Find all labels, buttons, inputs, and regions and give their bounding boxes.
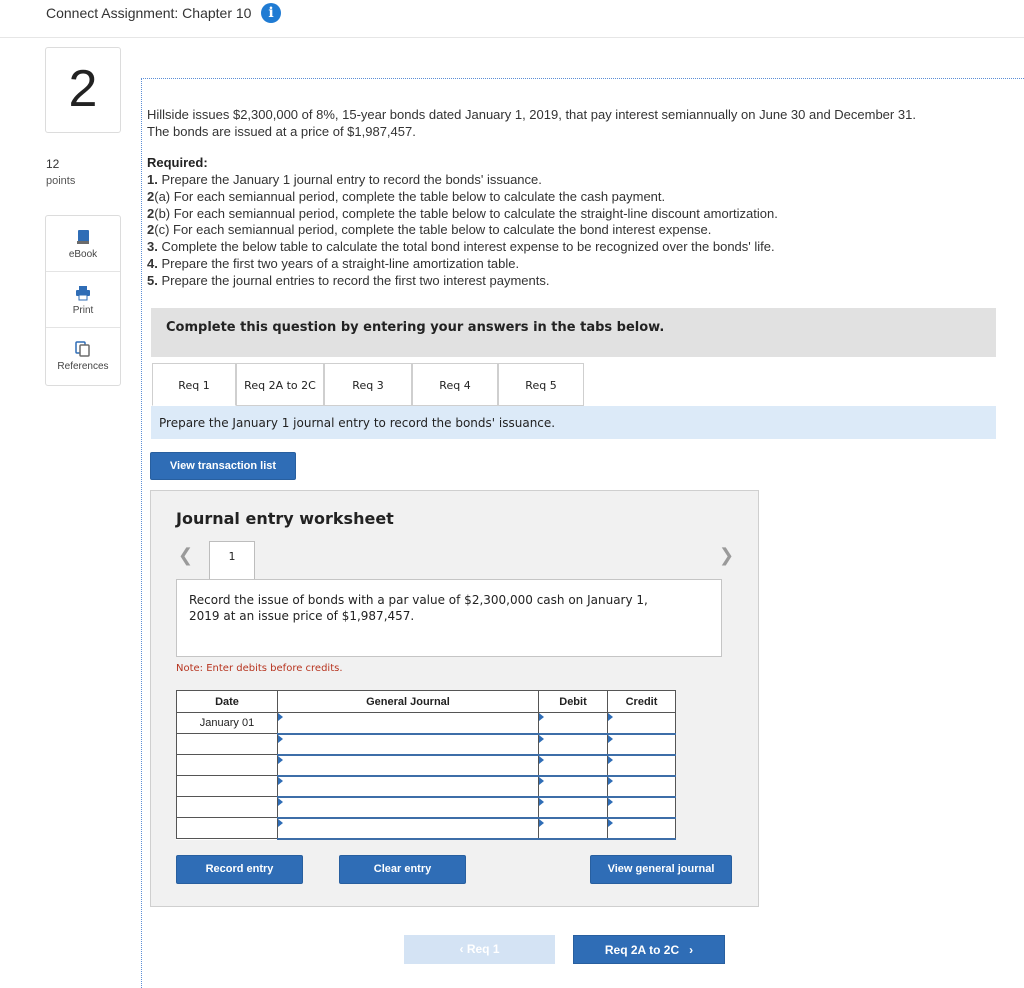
- table-row: [177, 755, 676, 776]
- next-requirement-label: Req 2A to 2C: [604, 943, 680, 957]
- caret-icon: [608, 713, 613, 721]
- clear-entry-button[interactable]: Clear entry: [339, 855, 466, 884]
- chevron-left-icon: ‹: [459, 942, 464, 956]
- account-select[interactable]: [278, 755, 539, 776]
- table-row: [177, 734, 676, 755]
- requirement-item: [147, 239, 1007, 256]
- record-entry-button[interactable]: Record entry: [176, 855, 303, 884]
- requirement-text: (c) For each semiannual period, complete the table below to calculate the bond interest expense.: [154, 222, 712, 238]
- account-select[interactable]: [278, 776, 539, 797]
- ebook-label: eBook: [68, 249, 98, 260]
- entry-tab-1[interactable]: 1: [209, 541, 255, 580]
- chevron-right-icon[interactable]: ❯: [719, 545, 735, 565]
- tab-req-4[interactable]: Req 4: [412, 363, 498, 406]
- table-row: [177, 818, 676, 839]
- print-label: Print: [72, 305, 94, 316]
- debit-input[interactable]: [539, 713, 608, 734]
- column-general-journal: General Journal: [278, 691, 539, 713]
- tab-req-5[interactable]: Req 5: [498, 363, 584, 406]
- caret-icon: [608, 756, 613, 764]
- date-cell: [177, 734, 278, 755]
- requirement-item: [147, 256, 1007, 273]
- requirement-number: 2: [147, 188, 155, 204]
- chevron-right-icon: ›: [682, 943, 694, 957]
- info-icon[interactable]: i: [261, 3, 281, 23]
- intro-line-2: The bonds are issued at a price of $1,987,457.: [147, 124, 416, 139]
- caret-icon: [608, 735, 613, 743]
- debit-input[interactable]: [539, 734, 608, 755]
- requirement-text: (a) For each semiannual period, complete the table below to calculate the cash payment.: [154, 188, 666, 204]
- caret-icon: [539, 713, 544, 721]
- caret-icon: [278, 756, 283, 764]
- requirement-item: [147, 222, 1007, 239]
- table-header-row: [177, 691, 676, 713]
- next-requirement-button[interactable]: [573, 935, 725, 964]
- debits-note: Note: Enter debits before credits.: [176, 663, 343, 674]
- requirement-item: [147, 189, 1007, 206]
- book-icon: [75, 229, 91, 245]
- problem-intro: [147, 106, 1007, 140]
- requirement-number: 2: [147, 222, 155, 238]
- requirement-number: 5.: [147, 272, 158, 288]
- instruction-text: Complete this question by entering your answers in the tabs below.: [166, 320, 665, 335]
- copy-icon: [75, 341, 91, 357]
- requirement-number: 4.: [147, 255, 158, 271]
- requirement-number: 2: [147, 205, 155, 221]
- requirement-item: [147, 172, 1007, 189]
- table-row: [177, 776, 676, 797]
- intro-line-1: Hillside issues $2,300,000 of 8%, 15-year bonds dated January 1, 2019, that pay interest semiannually on June 30 and December 31.: [147, 107, 916, 122]
- credit-input[interactable]: [608, 734, 676, 755]
- credit-input[interactable]: [608, 776, 676, 797]
- ebook-button[interactable]: [46, 216, 120, 272]
- tab-req-3[interactable]: Req 3: [324, 363, 412, 406]
- caret-icon: [278, 798, 283, 806]
- points-value: 12: [46, 157, 60, 171]
- date-cell: January 01: [177, 713, 278, 734]
- requirement-number: 1.: [147, 172, 158, 187]
- debit-input[interactable]: [539, 755, 608, 776]
- requirement-text: Complete the below table to calculate the total bond interest expense to be recognized over the bonds' life.: [157, 239, 775, 255]
- points-label: points: [46, 175, 76, 187]
- printer-icon: [75, 285, 91, 301]
- caret-icon: [608, 798, 613, 806]
- table-row: [177, 713, 676, 734]
- prev-requirement-button[interactable]: [404, 935, 555, 964]
- requirements-list: [147, 172, 1007, 290]
- tab-req-1[interactable]: Req 1: [152, 363, 236, 406]
- caret-icon: [608, 819, 613, 827]
- requirement-text: Prepare the January 1 journal entry to record the bonds' issuance.: [157, 172, 542, 187]
- requirement-text: Prepare the first two years of a straight-line amortization table.: [157, 255, 520, 271]
- chevron-left-icon[interactable]: ❮: [178, 545, 194, 565]
- journal-table: [176, 690, 676, 840]
- account-select[interactable]: [278, 797, 539, 818]
- date-cell: [177, 776, 278, 797]
- requirement-item: [147, 206, 1007, 223]
- requirement-text: Prepare the journal entries to record the first two interest payments.: [157, 272, 550, 288]
- worksheet-title: Journal entry worksheet: [176, 509, 394, 528]
- required-title: Required:: [147, 155, 208, 170]
- assignment-title: Connect Assignment: Chapter 10: [46, 5, 252, 21]
- caret-icon: [539, 735, 544, 743]
- column-date: Date: [177, 691, 278, 713]
- description-line-2: 2019 at an issue price of $1,987,457.: [189, 609, 415, 623]
- caret-icon: [278, 777, 283, 785]
- debit-input[interactable]: [539, 776, 608, 797]
- tab-prompt: Prepare the January 1 journal entry to record the bonds' issuance.: [159, 416, 556, 430]
- date-cell: [177, 818, 278, 839]
- requirement-item: [147, 273, 1007, 290]
- date-cell: [177, 797, 278, 818]
- references-label: References: [57, 361, 109, 372]
- requirement-number: 3.: [147, 239, 158, 255]
- account-select[interactable]: [278, 734, 539, 755]
- credit-input[interactable]: [608, 797, 676, 818]
- credit-input[interactable]: [608, 818, 676, 839]
- caret-icon: [539, 756, 544, 764]
- debit-input[interactable]: [539, 797, 608, 818]
- requirement-text: (b) For each semiannual period, complete the table below to calculate the straight-line discount amortization.: [154, 205, 778, 221]
- print-button[interactable]: [46, 272, 120, 328]
- credit-input[interactable]: [608, 755, 676, 776]
- references-button[interactable]: [46, 328, 120, 384]
- tab-req-2a-2c[interactable]: Req 2A to 2C: [236, 363, 324, 406]
- description-line-1: Record the issue of bonds with a par value of $2,300,000 cash on January 1,: [189, 593, 648, 607]
- caret-icon: [608, 777, 613, 785]
- column-debit: Debit: [539, 691, 608, 713]
- view-transaction-list-button[interactable]: View transaction list: [150, 452, 296, 480]
- caret-icon: [278, 713, 283, 721]
- account-select[interactable]: [278, 713, 539, 734]
- entry-description: [189, 592, 689, 624]
- table-row: [177, 797, 676, 818]
- caret-icon: [539, 777, 544, 785]
- tools-panel: [45, 215, 121, 386]
- prev-requirement-label: Req 1: [466, 942, 500, 956]
- debit-input[interactable]: [539, 818, 608, 839]
- caret-icon: [539, 819, 544, 827]
- column-credit: Credit: [608, 691, 676, 713]
- question-number: 2: [68, 60, 98, 118]
- caret-icon: [539, 798, 544, 806]
- caret-icon: [278, 735, 283, 743]
- date-cell: [177, 755, 278, 776]
- view-general-journal-button[interactable]: View general journal: [590, 855, 732, 884]
- caret-icon: [278, 819, 283, 827]
- credit-input[interactable]: [608, 713, 676, 734]
- account-select[interactable]: [278, 818, 539, 839]
